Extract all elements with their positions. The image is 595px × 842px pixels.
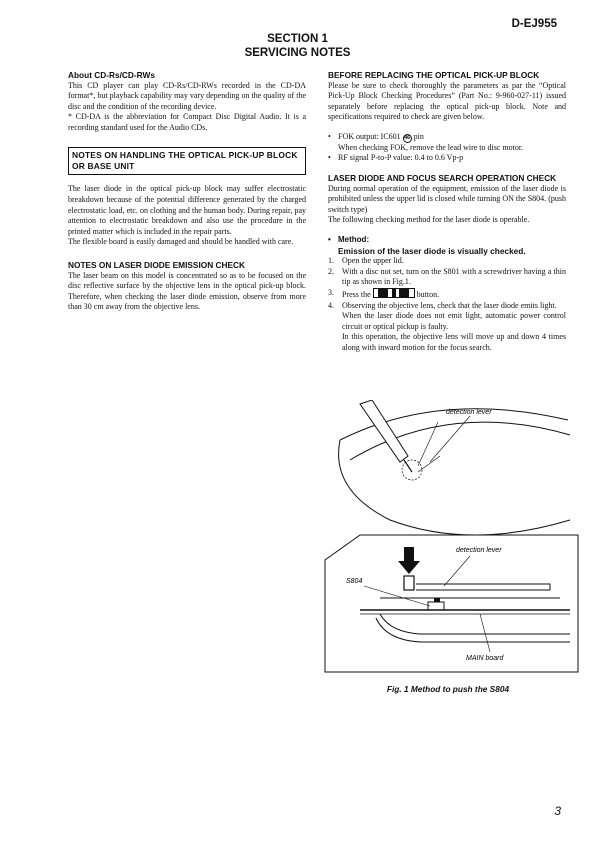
page-number: 3 xyxy=(554,804,561,818)
play-ffwd-button-icon xyxy=(373,288,415,298)
figure-method-push-s804 xyxy=(320,400,580,680)
handling-paragraph-2: The flexible board is easily damaged and should be handled with care. xyxy=(68,237,294,247)
emission-paragraph: The laser beam on this model is concentrated so as to be focused on the disc reflective surface by the objective lens in the optical pick-up block. Therefore, when checking the laser diode emission, observe from more than 30 cm away from the objective lens. xyxy=(68,270,306,312)
step-1: 1. Open the upper lid. xyxy=(328,256,404,266)
fok-item: • FOK output: IC601 46 pin When checking FOK, remove the lead wire to disc motor. xyxy=(328,132,566,154)
replace-heading: BEFORE REPLACING THE OPTICAL PICK-UP BLOCK xyxy=(328,70,540,80)
handling-heading-box: NOTES ON HANDLING THE OPTICAL PICK-UP BLOCK OR BASE UNIT xyxy=(68,147,306,175)
left-column xyxy=(68,70,306,313)
right-column xyxy=(328,70,566,353)
handling-paragraph: The laser diode in the optical pick-up block may suffer electrostatic breakdown because of the potential difference generated by the charged electrostatic load, etc. on clothing and the human body. During repair, pay attention to electrostatic breakdown and also use the procedure in the printed matter which is included in the repair parts. xyxy=(68,184,306,236)
laser-paragraph: During normal operation of the equipment, emission of the laser diode is prohibited unless the upper lid is closed while turning ON the S804. (push switch type) xyxy=(328,183,566,214)
fok-note: When checking FOK, remove the lead wire to disc motor. xyxy=(338,142,524,152)
label-detection-lever-mid: detection lever xyxy=(456,547,502,554)
section-heading xyxy=(0,32,595,60)
step-2: 2. With a disc not set, turn on the S801 with a screwdriver having a thin tip as shown in Fig.1. xyxy=(328,266,566,287)
rf-item: • RF signal P-to-P value: 0.4 to 0.6 Vp-p xyxy=(328,153,566,164)
about-footnote: * CD-DA is the abbreviation for Compact Disc Digital Audio. It is a recording standard used for the Audio CDs. xyxy=(68,112,306,132)
label-main-board: MAIN board xyxy=(466,655,504,662)
step-3: 3. Press the button. xyxy=(328,287,440,299)
step-4: 4. Observing the objective lens, check that the laser diode emits light. When the laser diode does not emit light, automatic power control circuit or optical pickup is faulty. In this operation, the objective lens will move up and down 4 times along with inward motion for the focus search. xyxy=(328,300,566,352)
method-subtitle: Emission of the laser diode is visually checked. xyxy=(338,245,526,256)
section-number: SECTION 1 xyxy=(267,33,328,45)
method-label: • Method: xyxy=(328,235,566,246)
emission-heading: NOTES ON LASER DIODE EMISSION CHECK xyxy=(68,260,246,271)
screwdriver-icon xyxy=(360,400,412,472)
method-list xyxy=(328,235,566,246)
about-paragraph: This CD player can play CD-Rs/CD-RWs recorded in the CD-DA format*, but playback capability may vary depending on the quality of the disc and the condition of the recording device. xyxy=(68,80,306,111)
replace-paragraph: Please be sure to check thoroughly the parameters as par the “Optical Pick-Up Block Checking Procedures” (Part No.: 9-960-027-11) issued separately before replacing the optical pick-up block. Note and specifications required to check are given below. xyxy=(328,80,566,122)
label-detection-lever-top: detection lever xyxy=(446,409,492,416)
label-s804: S804 xyxy=(346,578,363,585)
page-title: SERVICING NOTES xyxy=(244,47,351,59)
pin-number-circle: 46 xyxy=(404,134,411,141)
figure-caption: Fig. 1 Method to push the S804 xyxy=(386,684,510,694)
laser-heading: LASER DIODE AND FOCUS SEARCH OPERATION CHECK xyxy=(328,173,557,184)
laser-paragraph-2: The following checking method for the laser diode is operable. xyxy=(328,215,530,225)
spec-list xyxy=(328,132,566,164)
steps-list xyxy=(328,256,566,353)
about-heading: About CD-Rs/CD-RWs xyxy=(68,70,155,80)
detail-inset-outline xyxy=(325,535,578,672)
model-number: D-EJ955 xyxy=(511,18,557,30)
